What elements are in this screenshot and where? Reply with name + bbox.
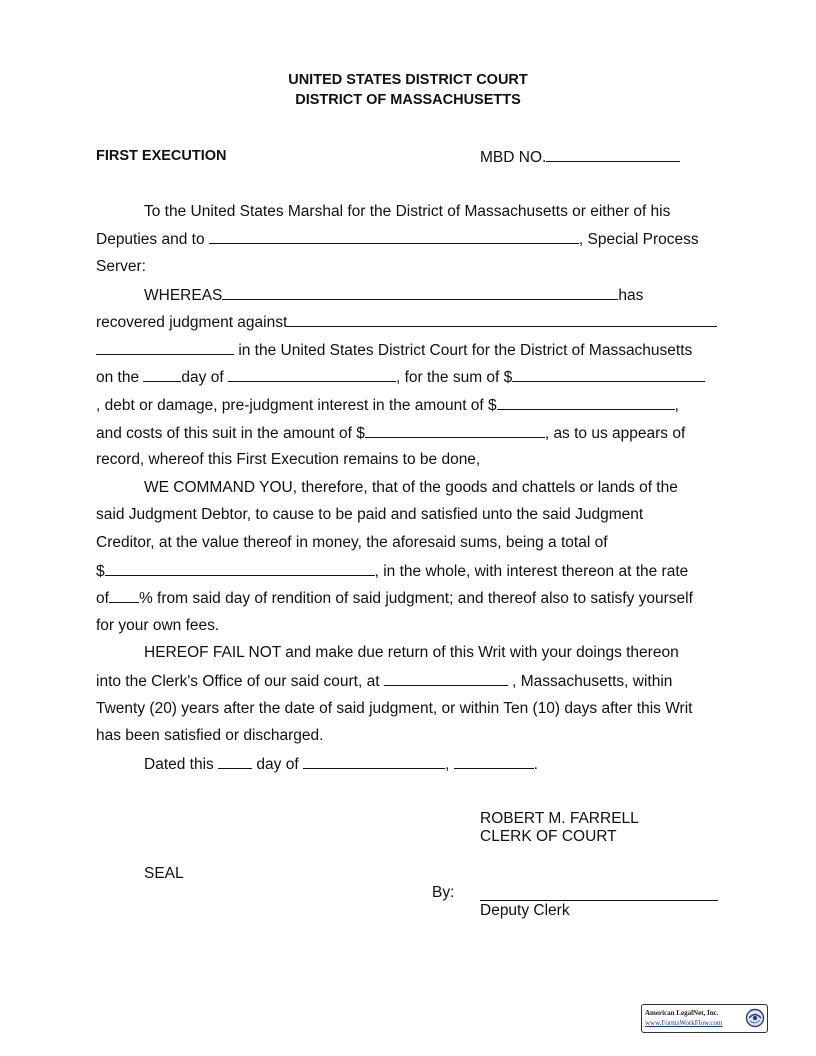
case-number [480, 148, 680, 167]
p3-line-e [96, 589, 693, 608]
p1-text-2: , Special Process [578, 231, 699, 248]
p4-line-a: HEREOF FAIL NOT and make due return of this Writ with your doings thereon [144, 644, 679, 661]
p2-text-comma: , [674, 397, 679, 414]
court-name: UNITED STATES DISTRICT COURT [288, 72, 528, 88]
case-number-label: MBD NO. [480, 149, 547, 166]
district-name: DISTRICT OF MASSACHUSETTS [295, 92, 521, 108]
creditor-blank [222, 286, 618, 300]
p2-line-f [96, 424, 685, 443]
p4-line-c: Twenty (20) years after the date of said judgment, or within Ten (10) days after this Writ [96, 700, 693, 717]
globe-icon [745, 1008, 765, 1028]
seal-label: SEAL [144, 865, 184, 882]
p4-line-d: has been satisfied or discharged. [96, 727, 324, 744]
p2-text-interest: , debt or damage, pre-judgment interest in the amount of $ [96, 397, 497, 414]
footer-logo[interactable] [641, 1004, 768, 1033]
interest-blank [497, 396, 675, 410]
p3-line-a: WE COMMAND YOU, therefore, that of the goods and chattels or lands of the [144, 479, 678, 496]
p3-line-b: said Judgment Debtor, to cause to be paid and satisfied unto the said Judgment [96, 506, 644, 523]
clerk-title: CLERK OF COURT [480, 828, 617, 845]
p1-text-1: Deputies and to [96, 231, 205, 248]
p3-text-whole: , in the whole, with interest thereon at the rate [374, 563, 689, 580]
dated-day-blank [218, 755, 252, 769]
deputy-clerk-label: Deputy Clerk [480, 902, 570, 919]
p3-text-rendition: % from said day of rendition of said judgment; and thereof also to satisfy yourself [138, 590, 693, 607]
document-title: FIRST EXECUTION [96, 148, 227, 164]
p4-line-b [96, 672, 672, 691]
judgment-month-blank [228, 368, 396, 382]
p2-line-b [96, 313, 717, 332]
p2-text-recovered: recovered judgment against [96, 314, 288, 331]
p2-line-d [96, 368, 705, 387]
p4-text-office: into the Clerk's Office of our said court, at [96, 673, 380, 690]
dated-year-blank [454, 755, 534, 769]
p2-text-has: has [618, 287, 644, 304]
p2-line-a [144, 286, 643, 305]
p3-line-f: for your own fees. [96, 617, 220, 634]
p3-line-d [96, 562, 688, 581]
dated-text-comma: , [444, 756, 450, 773]
debtor-blank [287, 313, 717, 327]
p1-line-a: To the United States Marshal for the District of Massachusetts or either of his [144, 203, 671, 220]
clerk-name: ROBERT M. FARRELL [480, 810, 639, 827]
logo-url[interactable]: www.FormsWorkFlow.com [645, 1019, 723, 1027]
whereas-label: WHEREAS [144, 287, 223, 304]
p2-text-costs: and costs of this suit in the amount of $ [96, 425, 365, 442]
signature-line [480, 900, 718, 901]
p2-line-e [96, 396, 679, 415]
dated-month-blank [303, 755, 445, 769]
debtor-blank-2 [96, 341, 234, 355]
p3-line-c: Creditor, at the value thereof in money, the aforesaid sums, being a total of [96, 534, 608, 551]
p2-text-court: in the United States District Court for the District of Massachusetts [238, 342, 693, 359]
case-number-blank [546, 148, 680, 162]
total-blank [105, 562, 375, 576]
dated-line [144, 755, 538, 774]
dated-text-period: . [533, 756, 538, 773]
dated-text-1: Dated this [144, 756, 214, 773]
location-blank [384, 672, 508, 686]
p3-text-of: of [96, 590, 109, 607]
p2-text-sum: , for the sum of $ [395, 369, 513, 386]
judgment-day-blank [143, 368, 181, 382]
process-server-blank [209, 230, 579, 244]
logo-company: American LegalNet, Inc. [645, 1009, 719, 1017]
p2-line-c [96, 341, 692, 360]
costs-blank [365, 424, 545, 438]
p2-line-g: record, whereof this First Execution remains to be done, [96, 451, 481, 468]
p2-text-onthe: on the [96, 369, 140, 386]
by-label: By: [432, 884, 455, 901]
sum-blank [512, 368, 705, 382]
p3-text-dollar: $ [96, 563, 105, 580]
rate-blank [109, 589, 139, 603]
p1-line-b [96, 230, 699, 249]
p2-text-dayof: day of [181, 369, 224, 386]
dated-text-2: day of [256, 756, 299, 773]
p4-text-mass: , Massachusetts, within [512, 673, 673, 690]
p1-line-c: Server: [96, 258, 146, 275]
p2-text-appears: , as to us appears of [544, 425, 686, 442]
